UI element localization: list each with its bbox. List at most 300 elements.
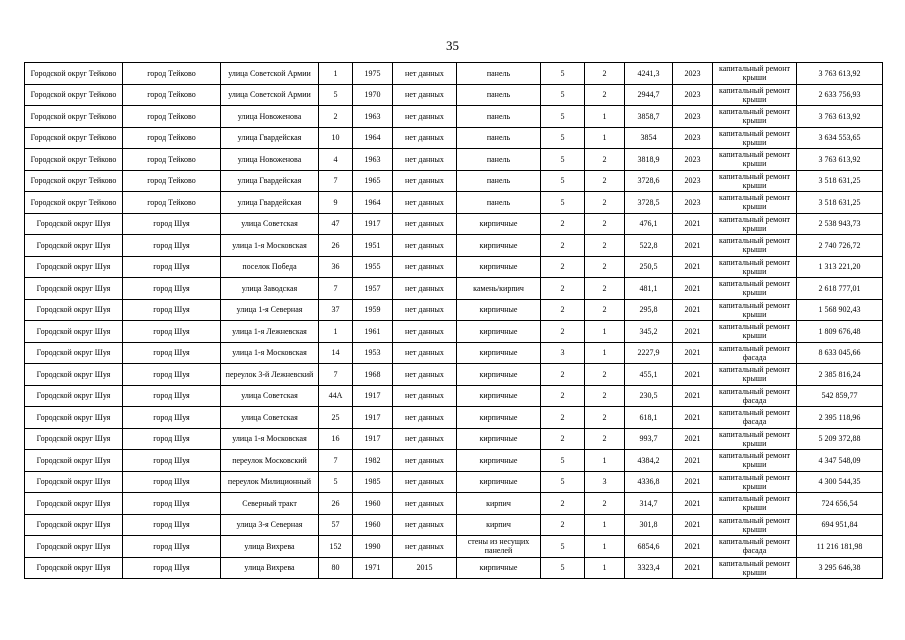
cell-municipality: Городской округ Тейково <box>25 106 123 128</box>
cell-work-type: капитальный ремонт фасада <box>713 342 797 364</box>
cell-year-last-repair: нет данных <box>393 170 457 192</box>
cell-year-last-repair: нет данных <box>393 471 457 493</box>
cell-locality: город Тейково <box>123 170 221 192</box>
cell-entrances: 1 <box>585 321 625 343</box>
cell-year-built: 1964 <box>353 192 393 214</box>
cell-house-number: 4 <box>319 149 353 171</box>
cell-area: 3818,9 <box>625 149 673 171</box>
cell-locality: город Шуя <box>123 364 221 386</box>
cell-locality: город Шуя <box>123 385 221 407</box>
cell-cost: 4 300 544,35 <box>797 471 883 493</box>
cell-cost: 1 568 902,43 <box>797 299 883 321</box>
cell-floors: 5 <box>541 192 585 214</box>
cell-entrances: 2 <box>585 192 625 214</box>
cell-repair-year: 2021 <box>673 278 713 300</box>
cell-house-number: 1 <box>319 63 353 85</box>
cell-entrances: 2 <box>585 63 625 85</box>
cell-municipality: Городской округ Тейково <box>25 192 123 214</box>
cell-wall-material: кирпичные <box>457 557 541 579</box>
cell-street: поселок Победа <box>221 256 319 278</box>
table-row <box>25 235 883 257</box>
cell-year-last-repair: нет данных <box>393 364 457 386</box>
cell-house-number: 16 <box>319 428 353 450</box>
cell-area: 314,7 <box>625 493 673 515</box>
cell-street: улица Советской Армии <box>221 63 319 85</box>
cell-work-type: капитальный ремонт крыши <box>713 321 797 343</box>
table-row <box>25 385 883 407</box>
cell-entrances: 1 <box>585 127 625 149</box>
cell-work-type: капитальный ремонт крыши <box>713 299 797 321</box>
cell-year-built: 1917 <box>353 213 393 235</box>
cell-year-last-repair: нет данных <box>393 514 457 536</box>
table-row <box>25 84 883 106</box>
cell-repair-year: 2021 <box>673 385 713 407</box>
cell-locality: город Тейково <box>123 127 221 149</box>
cell-work-type: капитальный ремонт крыши <box>713 364 797 386</box>
cell-locality: город Тейково <box>123 192 221 214</box>
cell-work-type: капитальный ремонт крыши <box>713 278 797 300</box>
cell-area: 481,1 <box>625 278 673 300</box>
cell-year-last-repair: нет данных <box>393 63 457 85</box>
cell-work-type: капитальный ремонт крыши <box>713 63 797 85</box>
cell-floors: 5 <box>541 149 585 171</box>
cell-work-type: капитальный ремонт крыши <box>713 106 797 128</box>
cell-wall-material: кирпичные <box>457 299 541 321</box>
cell-cost: 3 295 646,38 <box>797 557 883 579</box>
table-row <box>25 557 883 579</box>
cell-street: улица 1-я Лежневская <box>221 321 319 343</box>
cell-area: 6854,6 <box>625 536 673 558</box>
cell-wall-material: панель <box>457 63 541 85</box>
cell-wall-material: кирпичные <box>457 321 541 343</box>
cell-year-built: 1960 <box>353 514 393 536</box>
cell-entrances: 2 <box>585 428 625 450</box>
cell-cost: 2 740 726,72 <box>797 235 883 257</box>
cell-work-type: капитальный ремонт крыши <box>713 84 797 106</box>
cell-work-type: капитальный ремонт крыши <box>713 256 797 278</box>
cell-locality: город Шуя <box>123 235 221 257</box>
cell-repair-year: 2021 <box>673 407 713 429</box>
cell-cost: 3 763 613,92 <box>797 149 883 171</box>
cell-year-built: 1953 <box>353 342 393 364</box>
cell-wall-material: панель <box>457 192 541 214</box>
cell-street: переулок Милиционный <box>221 471 319 493</box>
cell-floors: 2 <box>541 213 585 235</box>
cell-wall-material: кирпичные <box>457 213 541 235</box>
cell-year-last-repair: нет данных <box>393 493 457 515</box>
cell-work-type: капитальный ремонт крыши <box>713 235 797 257</box>
cell-house-number: 9 <box>319 192 353 214</box>
cell-year-last-repair: нет данных <box>393 256 457 278</box>
table-row <box>25 256 883 278</box>
cell-municipality: Городской округ Шуя <box>25 428 123 450</box>
cell-locality: город Тейково <box>123 63 221 85</box>
cell-work-type: капитальный ремонт крыши <box>713 471 797 493</box>
cell-wall-material: кирпич <box>457 493 541 515</box>
cell-house-number: 152 <box>319 536 353 558</box>
cell-area: 4241,3 <box>625 63 673 85</box>
cell-floors: 2 <box>541 235 585 257</box>
cell-municipality: Городской округ Шуя <box>25 321 123 343</box>
cell-floors: 2 <box>541 299 585 321</box>
cell-year-last-repair: 2015 <box>393 557 457 579</box>
cell-street: улица 3-я Северная <box>221 514 319 536</box>
cell-floors: 5 <box>541 557 585 579</box>
cell-wall-material: кирпичные <box>457 471 541 493</box>
cell-cost: 2 538 943,73 <box>797 213 883 235</box>
cell-cost: 11 216 181,98 <box>797 536 883 558</box>
cell-wall-material: панель <box>457 84 541 106</box>
cell-repair-year: 2023 <box>673 63 713 85</box>
cell-year-last-repair: нет данных <box>393 192 457 214</box>
cell-wall-material: панель <box>457 149 541 171</box>
cell-house-number: 5 <box>319 84 353 106</box>
cell-area: 3858,7 <box>625 106 673 128</box>
cell-house-number: 7 <box>319 364 353 386</box>
cell-year-built: 1975 <box>353 63 393 85</box>
cell-repair-year: 2021 <box>673 493 713 515</box>
cell-area: 4384,2 <box>625 450 673 472</box>
cell-cost: 694 951,84 <box>797 514 883 536</box>
cell-locality: город Шуя <box>123 450 221 472</box>
cell-repair-year: 2023 <box>673 127 713 149</box>
cell-municipality: Городской округ Шуя <box>25 450 123 472</box>
cell-floors: 5 <box>541 536 585 558</box>
cell-floors: 2 <box>541 428 585 450</box>
cell-year-built: 1917 <box>353 407 393 429</box>
cell-floors: 2 <box>541 278 585 300</box>
cell-floors: 2 <box>541 385 585 407</box>
cell-year-built: 1917 <box>353 428 393 450</box>
cell-entrances: 1 <box>585 514 625 536</box>
cell-year-built: 1985 <box>353 471 393 493</box>
cell-municipality: Городской округ Шуя <box>25 493 123 515</box>
cell-wall-material: кирпичные <box>457 450 541 472</box>
cell-cost: 542 859,77 <box>797 385 883 407</box>
cell-area: 295,8 <box>625 299 673 321</box>
table-row <box>25 63 883 85</box>
cell-entrances: 2 <box>585 385 625 407</box>
cell-municipality: Городской округ Шуя <box>25 557 123 579</box>
cell-municipality: Городской округ Тейково <box>25 63 123 85</box>
cell-wall-material: кирпичные <box>457 235 541 257</box>
cell-year-built: 1951 <box>353 235 393 257</box>
cell-floors: 2 <box>541 256 585 278</box>
cell-cost: 3 518 631,25 <box>797 192 883 214</box>
cell-cost: 1 809 676,48 <box>797 321 883 343</box>
cell-locality: город Шуя <box>123 493 221 515</box>
cell-locality: город Шуя <box>123 299 221 321</box>
cell-year-built: 1990 <box>353 536 393 558</box>
cell-house-number: 47 <box>319 213 353 235</box>
cell-house-number: 5 <box>319 471 353 493</box>
cell-floors: 5 <box>541 63 585 85</box>
cell-repair-year: 2021 <box>673 235 713 257</box>
cell-floors: 5 <box>541 127 585 149</box>
cell-locality: город Шуя <box>123 428 221 450</box>
table-row <box>25 428 883 450</box>
cell-year-built: 1960 <box>353 493 393 515</box>
cell-street: улица Вихрева <box>221 536 319 558</box>
cell-locality: город Шуя <box>123 471 221 493</box>
table-row <box>25 278 883 300</box>
cell-work-type: капитальный ремонт крыши <box>713 170 797 192</box>
cell-repair-year: 2021 <box>673 450 713 472</box>
cell-year-last-repair: нет данных <box>393 321 457 343</box>
cell-year-last-repair: нет данных <box>393 536 457 558</box>
cell-floors: 3 <box>541 342 585 364</box>
cell-house-number: 2 <box>319 106 353 128</box>
cell-wall-material: кирпич <box>457 514 541 536</box>
cell-floors: 2 <box>541 321 585 343</box>
cell-work-type: капитальный ремонт крыши <box>713 514 797 536</box>
cell-cost: 3 763 613,92 <box>797 106 883 128</box>
cell-repair-year: 2021 <box>673 557 713 579</box>
cell-work-type: капитальный ремонт крыши <box>713 127 797 149</box>
cell-municipality: Городской округ Шуя <box>25 235 123 257</box>
cell-entrances: 2 <box>585 84 625 106</box>
cell-area: 455,1 <box>625 364 673 386</box>
cell-wall-material: кирпичные <box>457 428 541 450</box>
cell-house-number: 36 <box>319 256 353 278</box>
cell-area: 618,1 <box>625 407 673 429</box>
table-row <box>25 127 883 149</box>
cell-repair-year: 2021 <box>673 471 713 493</box>
cell-locality: город Тейково <box>123 84 221 106</box>
cell-year-built: 1964 <box>353 127 393 149</box>
cell-area: 476,1 <box>625 213 673 235</box>
cell-entrances: 1 <box>585 536 625 558</box>
cell-cost: 3 763 613,92 <box>797 63 883 85</box>
cell-entrances: 2 <box>585 493 625 515</box>
table-row <box>25 342 883 364</box>
cell-area: 3323,4 <box>625 557 673 579</box>
cell-area: 2944,7 <box>625 84 673 106</box>
cell-wall-material: кирпичные <box>457 385 541 407</box>
cell-municipality: Городской округ Шуя <box>25 342 123 364</box>
cell-cost: 2 633 756,93 <box>797 84 883 106</box>
cell-year-last-repair: нет данных <box>393 213 457 235</box>
cell-house-number: 1 <box>319 321 353 343</box>
cell-area: 3854 <box>625 127 673 149</box>
cell-area: 4336,8 <box>625 471 673 493</box>
cell-year-built: 1963 <box>353 149 393 171</box>
cell-street: переулок Московский <box>221 450 319 472</box>
cell-wall-material: кирпичные <box>457 342 541 364</box>
cell-entrances: 2 <box>585 235 625 257</box>
cell-entrances: 2 <box>585 364 625 386</box>
cell-work-type: капитальный ремонт фасада <box>713 385 797 407</box>
cell-floors: 5 <box>541 170 585 192</box>
cell-cost: 724 656,54 <box>797 493 883 515</box>
table-row <box>25 364 883 386</box>
table-row <box>25 299 883 321</box>
cell-cost: 1 313 221,20 <box>797 256 883 278</box>
cell-area: 230,5 <box>625 385 673 407</box>
cell-street: улица 1-я Московская <box>221 342 319 364</box>
cell-entrances: 1 <box>585 342 625 364</box>
table-row <box>25 213 883 235</box>
cell-locality: город Тейково <box>123 149 221 171</box>
cell-wall-material: камень/кирпич <box>457 278 541 300</box>
cell-year-last-repair: нет данных <box>393 278 457 300</box>
cell-area: 301,8 <box>625 514 673 536</box>
cell-repair-year: 2021 <box>673 213 713 235</box>
cell-floors: 5 <box>541 106 585 128</box>
cell-locality: город Шуя <box>123 407 221 429</box>
cell-street: улица Гвардейская <box>221 127 319 149</box>
cell-work-type: капитальный ремонт крыши <box>713 192 797 214</box>
cell-house-number: 14 <box>319 342 353 364</box>
table-row <box>25 493 883 515</box>
cell-locality: город Шуя <box>123 557 221 579</box>
cell-street: улица Советская <box>221 213 319 235</box>
cell-municipality: Городской округ Шуя <box>25 536 123 558</box>
cell-entrances: 2 <box>585 256 625 278</box>
cell-locality: город Шуя <box>123 213 221 235</box>
cell-repair-year: 2021 <box>673 321 713 343</box>
page-number: 35 <box>446 38 459 53</box>
cell-year-last-repair: нет данных <box>393 428 457 450</box>
cell-year-last-repair: нет данных <box>393 106 457 128</box>
cell-year-last-repair: нет данных <box>393 149 457 171</box>
cell-entrances: 1 <box>585 557 625 579</box>
cell-street: улица Гвардейская <box>221 192 319 214</box>
cell-entrances: 2 <box>585 213 625 235</box>
cell-year-last-repair: нет данных <box>393 299 457 321</box>
cell-year-built: 1965 <box>353 170 393 192</box>
cell-municipality: Городской округ Шуя <box>25 278 123 300</box>
cell-year-last-repair: нет данных <box>393 127 457 149</box>
cell-street: Северный тракт <box>221 493 319 515</box>
cell-year-built: 1961 <box>353 321 393 343</box>
cell-repair-year: 2021 <box>673 364 713 386</box>
cell-street: улица Советская <box>221 385 319 407</box>
cell-wall-material: кирпичные <box>457 364 541 386</box>
cell-house-number: 26 <box>319 493 353 515</box>
cell-work-type: капитальный ремонт крыши <box>713 450 797 472</box>
cell-repair-year: 2023 <box>673 192 713 214</box>
cell-repair-year: 2021 <box>673 536 713 558</box>
cell-work-type: капитальный ремонт фасада <box>713 536 797 558</box>
table-row <box>25 170 883 192</box>
table-row <box>25 407 883 429</box>
cell-cost: 4 347 548,09 <box>797 450 883 472</box>
table-row <box>25 192 883 214</box>
cell-entrances: 2 <box>585 170 625 192</box>
cell-wall-material: кирпичные <box>457 407 541 429</box>
cell-area: 2227,9 <box>625 342 673 364</box>
cell-floors: 2 <box>541 407 585 429</box>
cell-street: улица Новоженова <box>221 149 319 171</box>
cell-repair-year: 2023 <box>673 149 713 171</box>
cell-municipality: Городской округ Шуя <box>25 256 123 278</box>
cell-house-number: 37 <box>319 299 353 321</box>
cell-floors: 2 <box>541 493 585 515</box>
cell-locality: город Шуя <box>123 278 221 300</box>
table-row <box>25 514 883 536</box>
cell-street: улица Заводская <box>221 278 319 300</box>
cell-house-number: 26 <box>319 235 353 257</box>
cell-year-last-repair: нет данных <box>393 450 457 472</box>
cell-municipality: Городской округ Шуя <box>25 299 123 321</box>
cell-street: улица Советская <box>221 407 319 429</box>
cell-house-number: 57 <box>319 514 353 536</box>
cell-municipality: Городской округ Тейково <box>25 127 123 149</box>
cell-street: улица 1-я Северная <box>221 299 319 321</box>
cell-municipality: Городской округ Шуя <box>25 213 123 235</box>
table-row <box>25 106 883 128</box>
cell-work-type: капитальный ремонт крыши <box>713 557 797 579</box>
cell-municipality: Городской округ Шуя <box>25 364 123 386</box>
cell-entrances: 1 <box>585 106 625 128</box>
cell-floors: 5 <box>541 471 585 493</box>
cell-work-type: капитальный ремонт крыши <box>713 493 797 515</box>
cell-floors: 2 <box>541 514 585 536</box>
cell-municipality: Городской округ Шуя <box>25 407 123 429</box>
cell-street: улица 1-я Московская <box>221 428 319 450</box>
cell-locality: город Шуя <box>123 321 221 343</box>
cell-year-last-repair: нет данных <box>393 342 457 364</box>
table-row <box>25 321 883 343</box>
cell-work-type: капитальный ремонт крыши <box>713 213 797 235</box>
cell-municipality: Городской округ Тейково <box>25 149 123 171</box>
cell-repair-year: 2023 <box>673 106 713 128</box>
cell-repair-year: 2021 <box>673 299 713 321</box>
cell-work-type: капитальный ремонт крыши <box>713 149 797 171</box>
cell-work-type: капитальный ремонт фасада <box>713 407 797 429</box>
cell-locality: город Шуя <box>123 514 221 536</box>
cell-year-built: 1955 <box>353 256 393 278</box>
cell-entrances: 2 <box>585 299 625 321</box>
cell-repair-year: 2021 <box>673 256 713 278</box>
cell-municipality: Городской округ Шуя <box>25 471 123 493</box>
cell-house-number: 10 <box>319 127 353 149</box>
cell-locality: город Тейково <box>123 106 221 128</box>
cell-house-number: 7 <box>319 170 353 192</box>
cell-repair-year: 2021 <box>673 342 713 364</box>
cell-locality: город Шуя <box>123 536 221 558</box>
cell-year-built: 1917 <box>353 385 393 407</box>
cell-cost: 2 395 118,96 <box>797 407 883 429</box>
table-row <box>25 536 883 558</box>
cell-area: 3728,6 <box>625 170 673 192</box>
cell-area: 522,8 <box>625 235 673 257</box>
cell-street: улица Вихрева <box>221 557 319 579</box>
cell-wall-material: панель <box>457 170 541 192</box>
table-body <box>25 63 883 579</box>
table-row <box>25 471 883 493</box>
cell-work-type: капитальный ремонт крыши <box>713 428 797 450</box>
cell-floors: 2 <box>541 364 585 386</box>
cell-year-built: 1970 <box>353 84 393 106</box>
cell-entrances: 1 <box>585 450 625 472</box>
cell-year-last-repair: нет данных <box>393 84 457 106</box>
cell-floors: 5 <box>541 450 585 472</box>
cell-municipality: Городской округ Шуя <box>25 514 123 536</box>
cell-year-built: 1968 <box>353 364 393 386</box>
cell-repair-year: 2021 <box>673 514 713 536</box>
table-row <box>25 450 883 472</box>
cell-year-built: 1959 <box>353 299 393 321</box>
cell-wall-material: стены из несущих панелей <box>457 536 541 558</box>
table-row <box>25 149 883 171</box>
cell-house-number: 44А <box>319 385 353 407</box>
cell-area: 250,5 <box>625 256 673 278</box>
cell-house-number: 80 <box>319 557 353 579</box>
cell-year-last-repair: нет данных <box>393 407 457 429</box>
cell-repair-year: 2021 <box>673 428 713 450</box>
